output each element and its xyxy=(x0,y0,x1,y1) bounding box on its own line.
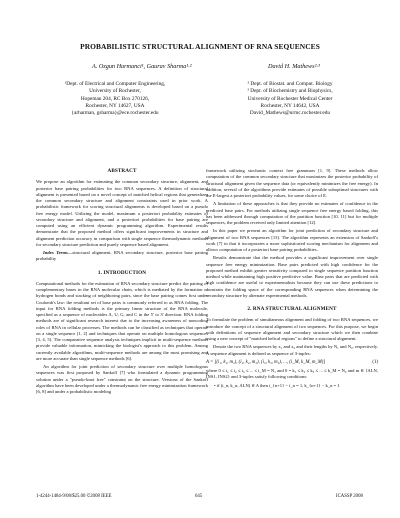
condition-bullet: • if (i_n, k_n, ALN) ∈ A then i_{n+1} − i_n = 1, k_{n+1} − k_n = 1 xyxy=(214,382,340,388)
body-paragraph-1: framework utilizing stochastic context free grammars [1, 9]. These methods allow computation of the common secondary structure that maximizes the posterior probability of structural alignment given the sequence data (or equivalently minimizes the free energy). In addition, several of the algorithms provide estimates of possible suboptimal structures with the E-largest a posteriori probability values, for some choice of E. xyxy=(206,168,378,198)
abstract-heading: ABSTRACT xyxy=(107,168,137,174)
index-terms-text: structural alignment, RNA secondary structure, posterior base pairing probability xyxy=(36,250,208,262)
equation-body: A = [(i₁, k₁, m₁), (i₂, k₂, m₂), (i₃, k₃, m₃), ..., (i_M, k_M, m_M)] xyxy=(206,359,326,365)
section-2-paragraph-1: To formulate the problem of simultaneous alignment and folding of two RNA sequences, we introduce the concept of a structural alignment of two sequences. For this purpose, we begin with definitions of sequence alignment and secondary structure which we then combine using a new concept of "matched helical regions" to define a structural alignment. xyxy=(206,317,378,341)
paper-title: PROBABILISTIC STRUCTURAL ALIGNMENT OF RNA SEQUENCES xyxy=(80,42,320,51)
affiliation-line: ³ Dept. of Biochemistry and Biophysics, xyxy=(247,88,333,95)
abstract-text: We propose an algorithm for estimating the common secondary structure, alignment, and posterior base pairing probabilities for two RNA sequences. A definition of structural alignment is presented based on a novel concept of matched helical regions that generalizes the common secondary structure and alignment constraints used in prior work. A probabilistic framework for scoring structural alignments is developed based on a pseudo free energy model. Utilizing the model, maximum a posteriori probability estimates of secondary structure and alignment, and a posteriori probabilities for base pairing are computed using an efficient dynamic programming algorithm. Experimental results demonstrate that the proposed method offers significant improvements in structure and alignment prediction accuracy in comparison with single sequence thermodynamic methods for secondary structure prediction and purely sequence based alignment. xyxy=(36,179,208,247)
affiliation-line: University of Rochester Medical Center xyxy=(247,95,333,102)
affiliation-right xyxy=(195,81,385,117)
index-terms-label: Index Terms— xyxy=(43,250,73,255)
email-right: David_Mathews@urmc.rochester.edu xyxy=(249,110,331,117)
affiliation-line: University of Rochester, xyxy=(89,88,141,95)
intro-paragraph-1: Computational methods for the estimation of RNA secondary structure predict the pairing of complementary bases in the RNA molecular chain, which is mediated by the formation of hydrogen bonds and stacking of neighboring pairs, since the base pairing comes first under Coulomb's law: the resultant set of base pairs is commonly referred to as RNA folding. The input for RNA folding methods is the primary linear structure of the RNA molecule, specified as a sequence of nucleotides A, U, G, and C in the 5' to 3' direction. RNA folding methods are of significant research interest due to the increasing awareness of noncoding roles of RNA in cellular processes. The methods can be classified as techniques that operate on a single sequence [1, 2] and techniques that operate on multiple homologous sequences [3, 4, 5]. The comparative sequence analysis techniques implicit in multi-sequence methods provide valuable information, mimicking the biologist's approach to this problem. Among currently available algorithms, multi-sequence methods are among the most promising and are more accurate than single sequence methods [6]. xyxy=(36,280,208,361)
section-2-paragraph-2: Denote the two RNA sequences by x₁ and x₂ and their lengths by N₁ and N₂, respectively. A sequence alignment is defined as sequence of 3-tuples: xyxy=(206,344,378,356)
right-column xyxy=(206,168,378,389)
affiliation-line: ¹Dept. of Electrical and Computer Engineering, xyxy=(64,81,166,87)
equation-number: (1) xyxy=(372,359,378,365)
left-column xyxy=(36,168,208,397)
section-2-heading: 2. RNA STRUCTURAL ALIGNMENT xyxy=(247,306,337,312)
body-paragraph-3: In this paper we present an algorithm for joint prediction of secondary structure and alignment of two RNA sequences [13]. The algorithm represents an extension of Sankoff's work [7] in that it incorporates a more sophisticated scoring mechanism for alignment and allows computation of a posteriori base pairing probabilities. xyxy=(206,228,378,252)
authors-right: David H. Mathews²·³ xyxy=(268,63,320,70)
affiliation-line: Rochester, NY 14627, USA xyxy=(85,102,145,109)
footer-page-number: 645 xyxy=(195,494,203,499)
affiliation-line: Hopeman 204, RC Box 270126, xyxy=(80,95,150,102)
equation-conditions: where 0 ≤ i₁ ≤ i₂ ≤ i₃ ≤ ... ≤ i_M = N₁ and 0 = k₁ ≤ k₂ ≤ k₃ ≤ ... ≤ k_M = N₂ and m ∈ {ALN, INS1, INS2} and 3-tuples satisfy following conditions: xyxy=(206,368,378,380)
footer-conference: ICASSP 2008 xyxy=(336,494,363,499)
equation-1 xyxy=(206,360,378,366)
intro-paragraph-2: An algorithm for joint prediction of secondary structure over multiple homologous sequences was first proposed by Sankoff [7] who formulated a dynamic programming solution under a "pseudo-knot free" constraint on the structure. Versions of the Sankoff algorithm have been developed under a thermodynamic free energy minimization framework [6, 8] and under a probabilistic modeling xyxy=(36,364,208,394)
intro-heading: 1. INTRODUCTION xyxy=(97,269,147,276)
body-paragraph-4: Results demonstrate that the method provides a significant improvement over single sequence free energy minimization. Base pairs predicted with high confidence for the proposed method exhibit greater sensitivity compared to single sequence partition function method while maintaining high positive predictive value. Base pairs that are predicted with high confidence are useful to experimentalists because they can use these predictions to constrain the folding space of the corresponding RNA sequences when determining the secondary structure by alternate experimental methods. xyxy=(206,255,378,298)
affiliation-left xyxy=(20,81,210,117)
body-paragraph-2: A limitation of these approaches is that they provide no estimates of confidence in the predicted base pairs. For methods utilizing single sequence free energy based folding, this has been addressed through computation of the partition function [10, 11] but for multiple sequences, the problem received only limited attention [12]. xyxy=(206,201,378,225)
index-terms xyxy=(36,250,208,263)
email-left: {arharman, gsharma}@ece.rochester.edu xyxy=(71,110,159,117)
affiliation-line: ² Dept. of Biostat. and Comput. Biology xyxy=(247,81,333,87)
authors-left: A. Ozgun Harmanci¹, Gaurav Sharma¹·² xyxy=(92,63,192,70)
footer-copyright: 1-4244-1484-9/08/$25.00 ©2008 IEEE xyxy=(36,494,112,499)
affiliation-line: Rochester, NY 14642, USA xyxy=(260,102,320,109)
